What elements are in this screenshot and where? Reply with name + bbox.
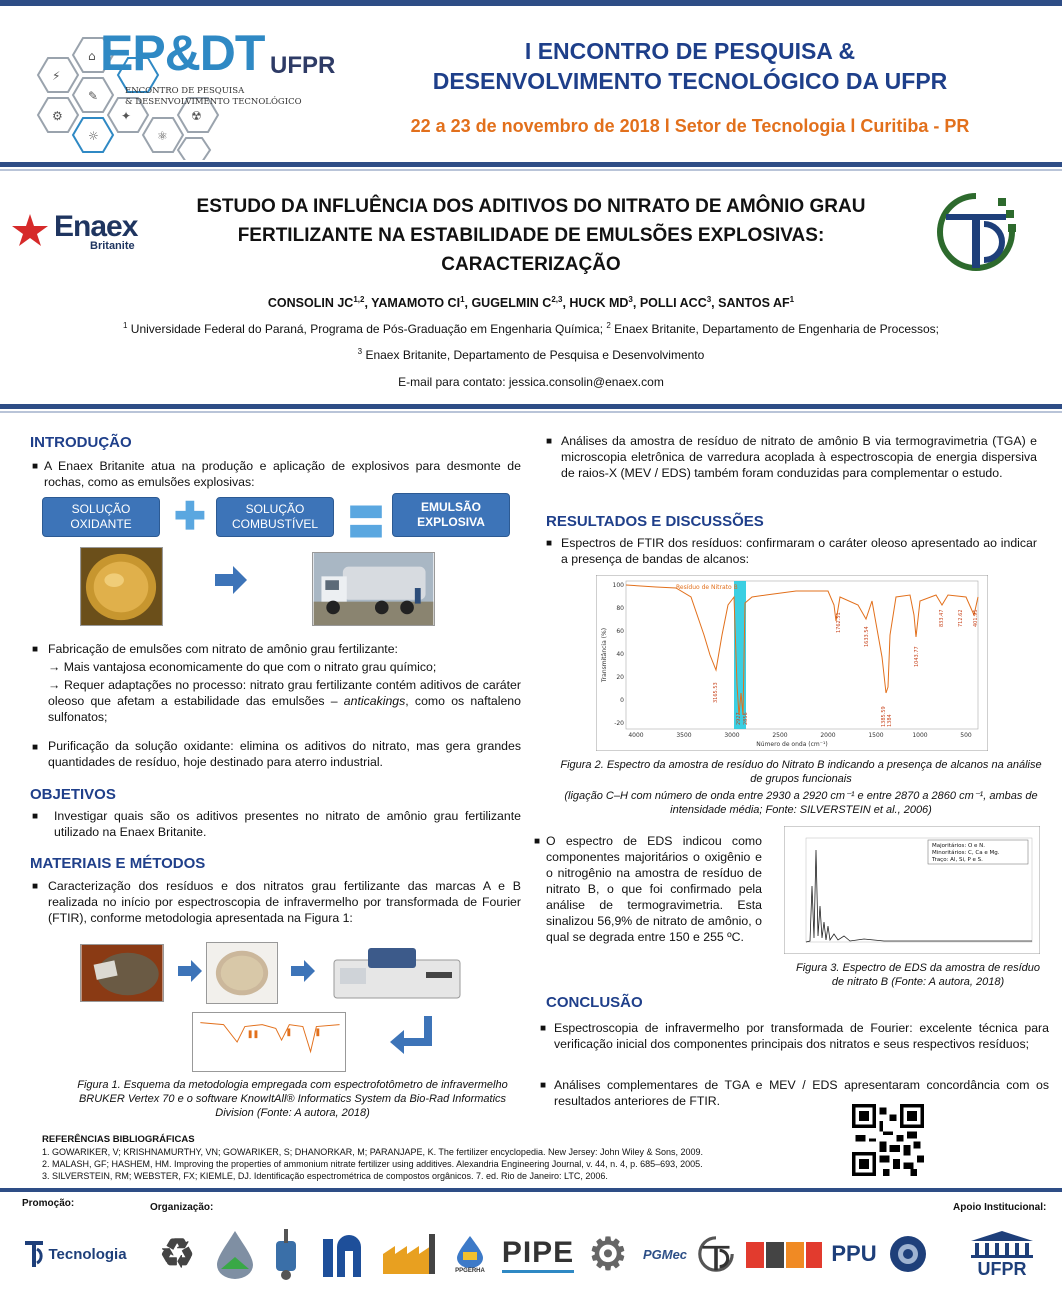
pgmec-wordmark: PGMec [642, 1246, 688, 1262]
bullet-icon: ■ [32, 461, 39, 472]
reference-2: 2. MALASH, GF; HASHEM, HM. Improving the properties of ammonium nitrate fertilizer using additives. Alexandria Engineering Journal, v. 44, n. 4, p. 685–693, 2005. [42, 1159, 703, 1169]
affiliation-line1: $^1$ Universidade Federal do Paraná, Programa de Pós-Graduação em Engenharia Química; $^2$ Enaex Britanite, Departamento de Engenharia de Processos; [122, 321, 940, 336]
intro-paragraph-2a: → Mais vantajosa economicamente do que com o nitrato grau químico; [48, 660, 437, 674]
authors: CONSOLIN JC$^{1,2}$, YAMAMOTO $CI^1$, GUGELMIN C$^{2,3}$, HUCK $MD^3$, POLLI ACC$^3$, SANTOS $AF^1$ [267, 294, 795, 310]
partner-recycle-logo [148, 1224, 206, 1284]
conclusion-paragraph-1: Espectroscopia de infravermelho por transformada de Fourier: excelente técnica para verificação inicial dos componentes principais dos nitratos e seus respectivos resíduos; [554, 1021, 1049, 1051]
methods-heading: MATERIAIS E MÉTODOS [30, 855, 206, 872]
department-emblem-icon [698, 1234, 734, 1274]
methods-paragraph: Caracterização dos resíduos e dos nitratos grau fertilizante das marcas A e B realizada no início por espectroscopia de infravermelho por transformada de Fourier (FTIR), conforme metodologia apresentada na Figura 1: [48, 879, 521, 925]
enaex-subtitle: Britanite [90, 240, 135, 252]
partner-emblem-small-logo [694, 1224, 738, 1284]
arrow-right-icon [215, 566, 247, 594]
figure-1-caption: Figura 1. Esquema da metodologia empregada com espectrofotômetro de infravermelho BRUKER Vertex 70 e o software KnowItAll® Informatics System da Bio-Rad Informatics Division (Fonte: A autora, 2018) [77, 1079, 508, 1119]
plus-icon: ✚ [174, 496, 206, 538]
results-heading: RESULTADOS E DISCUSSÕES [546, 513, 764, 530]
ftir-ytick: 0 [620, 697, 624, 704]
ftir-xtick: 500 [960, 732, 972, 739]
arrow-right-icon [291, 960, 315, 982]
objectives-paragraph: Investigar quais são os aditivos presentes no nitrato de amônio grau fertilizante utilizado na Enaex Britanite. [54, 809, 521, 839]
ftir-ytick: 100 [612, 582, 624, 589]
figure-3-caption: Figura 3. Espectro de EDS da amostra de resíduo de nitrato B (Fonte: A autora, 2018) [796, 962, 1040, 988]
ftir-x-label: Número de onda (cm⁻¹) [756, 741, 828, 748]
ftir-peak-label: 833.47 [939, 609, 945, 627]
bullet-icon: ■ [32, 881, 39, 892]
partner-reactor-logo [262, 1224, 310, 1284]
ftir-peak-label: 2856 [743, 712, 749, 725]
partner-ufpr-logo [960, 1224, 1044, 1284]
ftir-legend: Resíduo de Nitrato B [676, 584, 738, 591]
partner-circle-logo [884, 1224, 932, 1284]
ftir-ytick: 80 [616, 605, 624, 612]
tga-paragraph: Análises da amostra de resíduo de nitrato de amônio B via termogravimetria (TGA) e microscopia eletrônica de varredura acoplada à espectroscopia de energia dispersiva de raios-X (MEV / EDS) também foram conduzidas para complementar o estudo. [561, 434, 1037, 480]
intro-paragraph-3: Purificação da solução oxidante: elimina os aditivos do nitrato, mas gera grandes quantidades de resíduo, hoje destinado para aterro industrial. [48, 739, 521, 769]
partner-tecnologia-logo [16, 1224, 134, 1284]
colored-letters-icon [744, 1236, 824, 1272]
svg-text:⚛: ⚛ [157, 129, 168, 143]
equals-icon: 〓 [347, 503, 386, 545]
building-icon [319, 1229, 369, 1279]
ftir-xtick: 3500 [676, 732, 692, 739]
footer-apoio-label: Apoio Institucional: [953, 1202, 1047, 1213]
reference-3: 3. SILVERSTEIN, RM; WEBSTER, FX; KIEMLE, DJ. Identificação espectrométrica de compostos orgânicos. 7. ed. Rio de Janeiro: LTC, 2006. [42, 1171, 608, 1181]
partner-gear-logo [582, 1224, 634, 1284]
footer-divider [0, 1188, 1062, 1192]
ftir-peak-label: 1633.54 [864, 626, 870, 647]
ftir-ytick: 20 [616, 674, 624, 681]
partner-colored-letters-logo [742, 1224, 826, 1284]
circle-seal-icon [888, 1234, 928, 1274]
ftir-xtick: 4000 [628, 732, 644, 739]
ftir-y-label: Transmitância (%) [601, 627, 608, 683]
enaex-wordmark: Enaex [54, 210, 138, 243]
ftir-ytick: 40 [616, 651, 624, 658]
poster-title [150, 192, 912, 279]
ftir-peak-label: 1385.59 [881, 706, 887, 727]
event-title-line2: DESENVOLVIMENTO TECNOLÓGICO DA UFPR [432, 68, 948, 94]
department-emblem [936, 190, 1016, 274]
ftir-xtick: 1500 [868, 732, 884, 739]
references-heading: REFERÊNCIAS BIBLIOGRÁFICAS [42, 1134, 195, 1145]
gear-icon: ⚙ [588, 1229, 628, 1279]
water-drop-icon [215, 1229, 255, 1279]
ftir-xtick: 2000 [820, 732, 836, 739]
poster-title-line1: ESTUDO DA INFLUÊNCIA DOS ADITIVOS DO NITRATO DE AMÔNIO GRAU [196, 196, 866, 217]
ftir-ytick: -20 [614, 720, 624, 727]
bullet-icon: ■ [534, 836, 541, 847]
results-paragraph: Espectros de FTIR dos resíduos: confirmaram o caráter oleoso apresentado ao indicar a presença de bandas de alcanos: [561, 536, 1037, 566]
ftir-xtick: 2500 [772, 732, 788, 739]
logo-subtitle-line2: & DESENVOLVIMENTO TECNOLÓGICO [125, 97, 302, 107]
bullet-icon: ■ [32, 811, 39, 822]
intro-paragraph-2b-end: , como os naftaleno sulfonatos; [48, 694, 521, 724]
partner-ppgerha-logo [448, 1224, 492, 1284]
ftir-peak-label: 712.62 [958, 609, 964, 627]
logo-wordmark: EP&DT [100, 25, 265, 81]
bullet-icon: ■ [540, 1023, 547, 1034]
recycle-icon: ♻ [159, 1232, 195, 1276]
event-header [0, 6, 1062, 158]
ftir-xtick: 1000 [912, 732, 928, 739]
logo-ufpr: UFPR [270, 52, 336, 79]
enaex-logo [10, 208, 145, 260]
nitrate-sample-photo [206, 942, 278, 1004]
emulsion-photo [80, 547, 163, 626]
ftir-xtick: 3000 [724, 732, 740, 739]
figure-2-caption-detail: (ligação C–H com número de onda entre 2930 a 2920 cm⁻¹ e entre 2870 a 2860 cm⁻¹, ambas de intensidade média; Fonte: SILVERSTEIN et al., 2006) [564, 790, 1038, 816]
partner-pgmec-logo [636, 1224, 694, 1284]
bullet-icon: ■ [32, 644, 39, 655]
footer-promocao-label: Promoção: [22, 1198, 75, 1209]
enaex-star-icon [10, 212, 50, 248]
ftir-spectrum-chart [596, 575, 988, 751]
ftir-peak-label: 2927 [736, 712, 742, 725]
flow-box-fuel: SOLUÇÃO COMBUSTÍVEL [216, 497, 334, 537]
qr-code[interactable] [852, 1104, 924, 1176]
flow-box-emulsion: EMULSÃO EXPLOSIVA [392, 493, 510, 537]
poster-title-line3: CARACTERIZAÇÃO [441, 254, 621, 275]
intro-paragraph-2: Fabricação de emulsões com nitrato de amônio grau fertilizante: [48, 642, 398, 656]
ufpr-wordmark: UFPR [977, 1258, 1027, 1279]
poster-title-line2: FERTILIZANTE NA ESTABILIDADE DE EMULSÕES EXPLOSIVAS: [237, 225, 825, 246]
intro-paragraph-2b [48, 677, 521, 725]
eds-info-minoritarios: Minoritários: C, Ca e Mg. [932, 850, 1000, 856]
eds-spectrum-chart [784, 826, 1040, 954]
partner-drop-logo [210, 1224, 260, 1284]
objectives-heading: OBJETIVOS [30, 786, 116, 803]
bullet-icon: ■ [32, 742, 39, 753]
tecnologia-wordmark: Tecnologia [48, 1245, 127, 1263]
arrow-back-icon [388, 1016, 434, 1058]
intro-paragraph-2b-text: → Requer adaptações no processo: nitrato grau fertilizante contém aditivos de caráter oleoso que afetam a estabilidade das emulsões – [48, 678, 521, 708]
affiliation-line2: $^3$ Enaex Britanite, Departamento de Pesquisa e Desenvolvimento [357, 347, 705, 362]
eds-paragraph: O espectro de EDS indicou como componentes majoritários o oxigênio e o nitrogênio na amostra de resíduo de nitrato B, o que foi confirmado pela análise de termogravimetria. Esta sinalizou 56,9% de nitrato de amônio, o qual se degrada entre 150 e 255 ºC. [546, 834, 762, 944]
factory-icon [381, 1232, 439, 1276]
header-divider [0, 162, 1062, 167]
event-title [360, 36, 1020, 96]
ppgerha-icon [453, 1234, 487, 1268]
residue-photo [80, 944, 164, 1002]
bullet-icon: ■ [546, 538, 553, 549]
footer-organizacao-label: Organização: [150, 1202, 214, 1213]
intro-paragraph-2b-emphasis: anticakings [343, 694, 406, 708]
ftir-peak-label: 401.95 [973, 609, 979, 627]
logo-subtitle [125, 86, 302, 108]
svg-text:⚡: ⚡ [52, 69, 61, 83]
svg-text:☢: ☢ [191, 109, 202, 123]
contact-email: E-mail para contato: jessica.consolin@enaex.com [398, 375, 664, 389]
ppu-wordmark: PPU [831, 1241, 877, 1266]
intro-heading: INTRODUÇÃO [30, 434, 132, 451]
bullet-icon: ■ [546, 436, 553, 447]
pipe-wordmark: PIPE [502, 1236, 574, 1273]
ftir-peak-label: 3165.53 [713, 682, 719, 703]
svg-text:✦: ✦ [121, 109, 132, 123]
figure-2-caption-title: Figura 2. Espectro da amostra de resíduo do Nitrato B indicando a presença de alcanos na análise de grupos funcionais [560, 759, 1042, 785]
bullet-icon: ■ [540, 1080, 547, 1091]
ppgerha-label: PPGERHA [455, 1268, 485, 1274]
partner-pipe-logo [498, 1224, 578, 1284]
event-date: 22 a 23 de novembro de 2018 l Setor de Tecnologia l Curitiba - PR [410, 116, 970, 136]
svg-text:✎: ✎ [88, 89, 99, 103]
logo-subtitle-line1: ENCONTRO DE PESQUISA [125, 86, 245, 96]
flow-box-oxidant: SOLUÇÃO OXIDANTE [42, 497, 160, 537]
partner-building-logo [316, 1224, 372, 1284]
truck-photo [312, 552, 435, 626]
svg-text:⚙: ⚙ [52, 109, 63, 123]
reactor-icon [266, 1227, 306, 1281]
svg-text:⌂: ⌂ [88, 49, 96, 63]
ftir-peak-label: 1043.77 [914, 646, 920, 667]
event-title-line1: I ENCONTRO DE PESQUISA & [524, 38, 856, 64]
spectrometer-photo [328, 940, 468, 1004]
ftir-peak-label: 1762.51 [836, 612, 842, 633]
ftir-ytick: 60 [616, 628, 624, 635]
intro-paragraph-1: A Enaex Britanite atua na produção e aplicação de explosivos para desmonte de rochas, como as emulsões explosivas: [44, 459, 521, 489]
arrow-right-icon [178, 960, 202, 982]
eds-info-traco: Traço: Al, Si, P e S. [932, 857, 983, 863]
title-divider [0, 404, 1062, 409]
conclusion-paragraph-2: Análises complementares de TGA e MEV / EDS apresentaram concordância com os resultados anteriores de FTIR. [554, 1078, 1049, 1108]
title-divider-thin [0, 411, 1062, 413]
header-divider-thin [0, 169, 1062, 171]
ftir-thumbnail [192, 1012, 346, 1072]
ufpr-building-icon [967, 1229, 1037, 1259]
conclusion-heading: CONCLUSÃO [546, 994, 643, 1011]
reference-1: 1. GOWARIKER, V; KRISHNAMURTHY, VN; GOWARIKER, S; DHANORKAR, M; PARANJAPE, K. The fertilizer encyclopedia. New Jersey: John Wiley & Sons, 2009. [42, 1147, 704, 1157]
eds-info-majoritarios: Majoritários: O e N. [932, 843, 986, 849]
partner-factory-logo [378, 1224, 442, 1284]
partner-ppu-logo [828, 1224, 880, 1284]
tecnologia-icon [23, 1239, 45, 1269]
ftir-peak-label: 1384 [887, 714, 893, 727]
svg-text:☼: ☼ [88, 129, 99, 143]
